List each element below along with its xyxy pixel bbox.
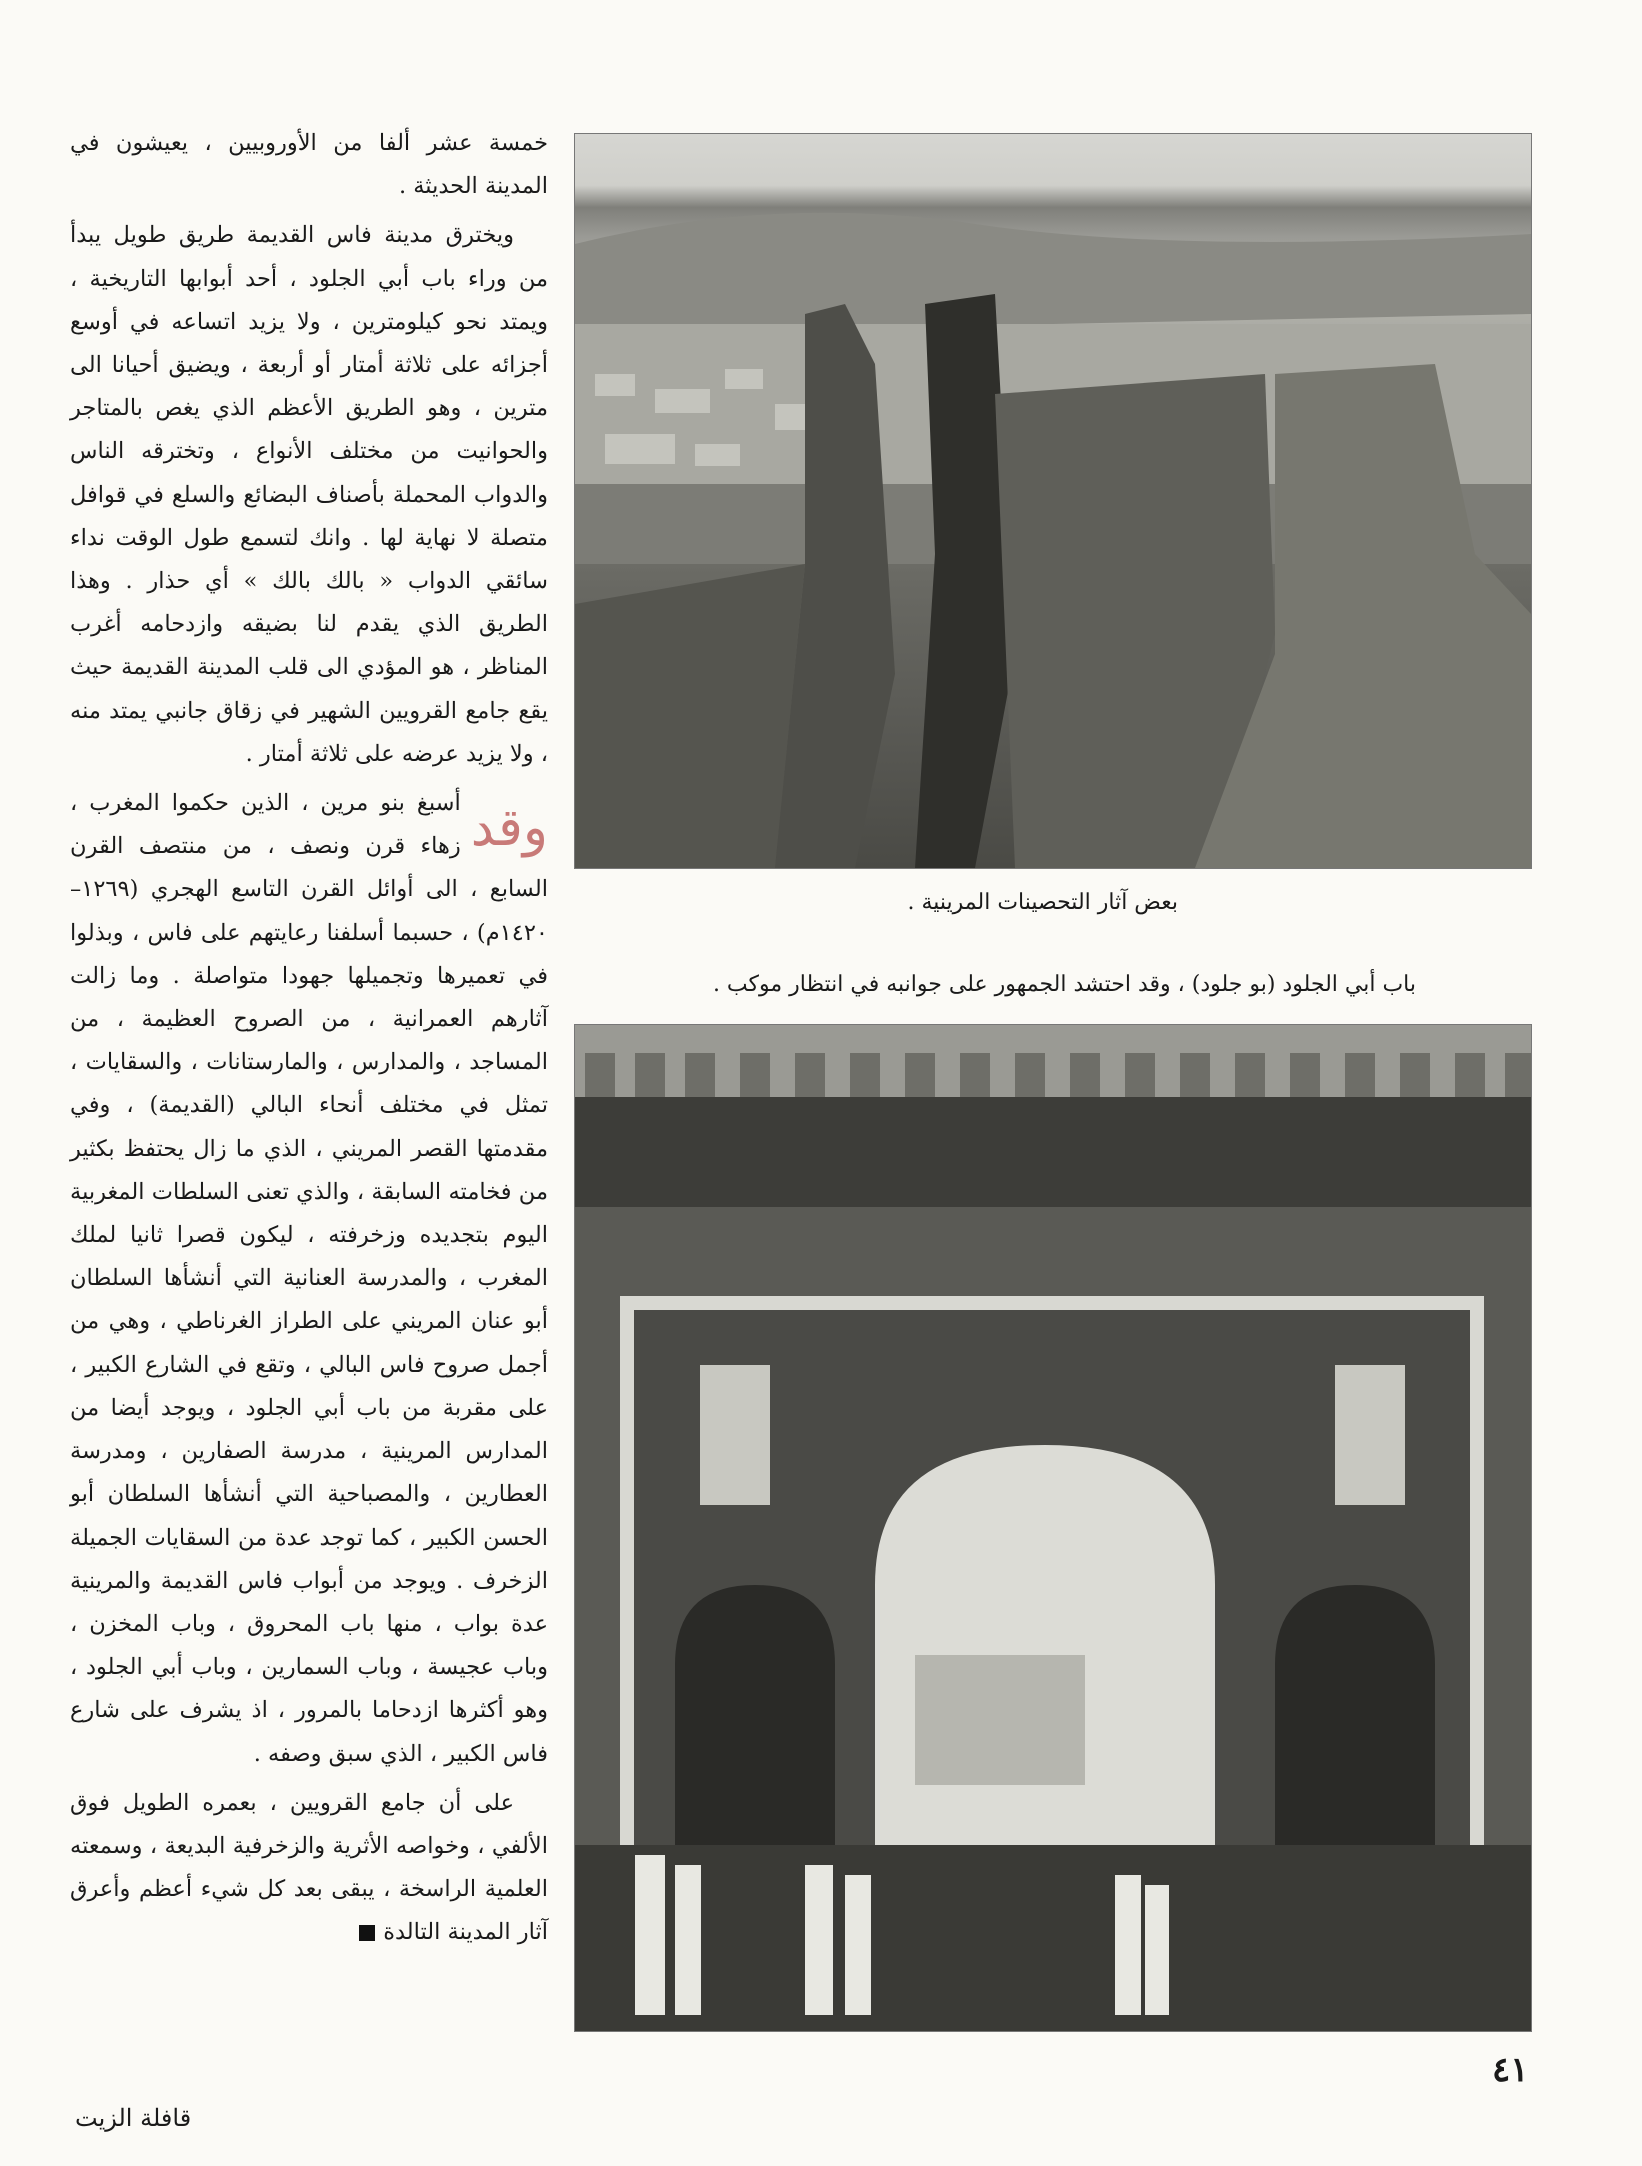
end-mark-icon (359, 1925, 375, 1941)
paragraph-4-container (70, 1782, 548, 1955)
dropcap: وقد (470, 798, 548, 859)
caption-bab-boujloud: باب أبي الجلود (بو جلود) ، وقد احتشد الجمهور على جوانبه في انتظار موكب . (712, 972, 1416, 997)
paragraph-4: على أن جامع القرويين ، بعمره الطويل فوق الألفي ، وخواصه الأثرية والزخرفية البديعة ، وسمعته العلمية الراسخة ، يبقى بعد كل شيء أعظم وأعرق آثار المدينة التالدة (70, 1789, 548, 1946)
paragraph-2: ويخترق مدينة فاس القديمة طريق طويل يبدأ من وراء باب أبي الجلود ، أحد أبوابها التاريخية ، ويمتد نحو كيلومترين ، ولا يزيد اتساعه في أوسع أجزائه على ثلاثة أمتار أو أربعة ، ويضيق أحيانا الى مترين ، وهو الطريق الأعظم الذي يغص بالمتاجر والحوانيت من مختلف الأنواع ، وتخترقه الناس والدواب المحملة بأصناف البضائع والسلع في قوافل متصلة لا نهاية لها . وانك لتسمع طول الوقت نداء سائقي الدواب « بالك بالك » أي حذار . وهذا الطريق الذي يقدم لنا بضيقه وازدحامه أغرب المناظر ، هو المؤدي الى قلب المدينة القديمة حيث يقع جامع القرويين الشهير في زقاق جانبي يمتد منه ، ولا يزيد عرضه على ثلاثة أمتار . (70, 222, 548, 767)
page-number: ٤١ (1492, 2050, 1529, 2090)
paragraph-3-container (70, 782, 548, 1776)
magazine-name: قافلة الزيت (75, 2104, 192, 2132)
caption-ruins: بعض آثار التحصينات المرينية . (907, 890, 1178, 915)
paragraph-1: خمسة عشر ألفا من الأوروبيين ، يعيشون في المدينة الحديثة . (70, 130, 548, 200)
photo-marinid-fortifications (574, 133, 1532, 869)
gate-photo-drawing (575, 1025, 1531, 2031)
photo-bab-boujloud (574, 1024, 1532, 2032)
article-column (70, 122, 548, 1961)
paragraph-3: أسبغ بنو مرين ، الذين حكموا المغرب ، زهاء قرن ونصف ، من منتصف القرن السابع ، الى أوائل القرن التاسع الهجري (١٢٦٩–١٤٢٠م) ، حسبما أسلفنا رعايتهم على فاس ، وبذلوا في تعميرها وتجميلها جهودا متواصلة . وما زالت آثارهم العمرانية ، من الصروح العظيمة ، من المساجد ، والمدارس ، والمارستانات ، والسقايات ، تمثل في مختلف أنحاء البالي (القديمة) ، وفي مقدمتها القصر المريني ، الذي ما زال يحتفظ بكثير من فخامته السابقة ، والذي تعنى السلطات المغربية اليوم بتجديده وزخرفته ، ليكون قصرا ثانيا لملك المغرب ، والمدرسة العنانية التي أنشأها السلطان أبو عنان المريني على الطراز الغرناطي ، وهي من أجمل صروح فاس البالي ، وتقع في الشارع الكبير ، على مقربة من باب أبي الجلود ، ويوجد أيضا من المدارس المرينية ، مدرسة الصفارين ، ومدرسة العطارين ، والمصباحية التي أنشأها السلطان أبو الحسن الكبير ، كما توجد عدة من السقايات الجميلة الزخرف . ويوجد من أبواب فاس القديمة والمرينية عدة بواب ، منها باب المحروق ، وباب المخزن ، وباب عجيسة ، وباب السمارين ، وباب أبي الجلود ، وهو أكثرها ازدحاما بالمرور ، اذ يشرف على شارع فاس الكبير ، الذي سبق وصفه . (70, 790, 548, 1767)
ruins-photo-drawing (575, 134, 1531, 868)
